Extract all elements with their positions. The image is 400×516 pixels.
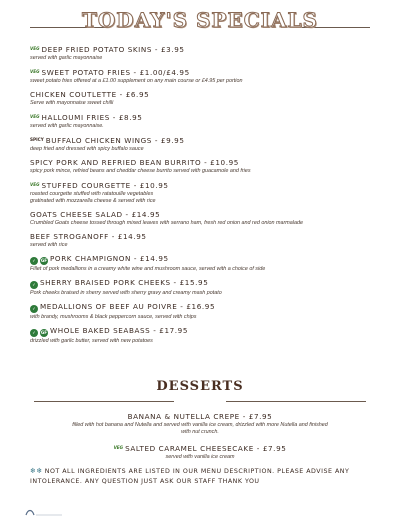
menu-item-name-text: BUFFALO CHICKEN WINGS - £9.95	[45, 136, 185, 145]
menu-item-description: sweet potato fries offered at a £1.00 supplement on any main course or £4.95 per portion	[30, 78, 243, 84]
circle-icon: ✓	[30, 305, 38, 313]
menu-item-name-text: CHICKEN COUTLETTE - £6.95	[30, 90, 150, 99]
vegetarian-badge: VEG	[113, 445, 124, 450]
snowflake-icon: ❄❄	[30, 467, 43, 475]
dessert-description: filled with hot banana and Nutella and served with vanilla ice cream, drizzled with more Nutella and finished with nut crunch.	[72, 422, 328, 435]
circle-icon: ✓	[30, 257, 38, 265]
menu-item-description: Crumbled Goats cheese tossed through mixed leaves with serrano ham, fresh red onion and red onion marmalade	[30, 220, 303, 226]
menu-item-name	[30, 44, 380, 54]
dessert-name-text: SALTED CARAMEL CHEESECAKE - £7.95	[125, 444, 287, 453]
menu-item-description: spicy pork mince, refried beans and cheddar cheese burrito served with guacamole and fries	[30, 168, 251, 174]
menu-item-name	[30, 278, 380, 289]
menu-item-name-text: SHERRY BRAISED PORK CHEEKS - £15.95	[40, 278, 209, 287]
menu-item-name	[30, 232, 380, 241]
menu-item	[30, 302, 380, 321]
menu-item-description: Serve with mayonnaise sweet chilli	[30, 100, 114, 106]
dessert-description: served with vanilla ice cream	[165, 454, 235, 460]
menu-item-description: with brandy, mushrooms & black peppercorn sauce, served with chips	[30, 314, 197, 320]
menu-item-name-text: GOATS CHEESE SALAD - £14.95	[30, 210, 161, 219]
menu-item	[30, 326, 380, 345]
menu-item-name	[30, 180, 380, 190]
menu-item-name-text: HALLOUMI FRIES - £8.95	[41, 113, 143, 122]
menu-item	[30, 90, 380, 107]
vegetarian-badge: VEG	[30, 46, 40, 51]
dessert-name: BANANA & NUTELLA CREPE - £7.95	[127, 412, 273, 421]
menu-item	[30, 135, 380, 153]
allergy-note	[30, 466, 380, 487]
menu-item-name-text: WHOLE BAKED SEABASS - £17.95	[50, 326, 189, 335]
vegetarian-badge: VEG	[30, 114, 40, 119]
menu-item	[30, 210, 380, 227]
dessert-name	[20, 443, 380, 453]
menu-item-description: served with garlic mayonnaise	[30, 55, 103, 61]
menu-item-name	[30, 302, 380, 313]
gluten-free-badge: GF	[40, 330, 48, 335]
menu-item-name-text: DEEP FRIED POTATO SKINS - £3.95	[41, 45, 185, 54]
menu-item-name	[30, 326, 380, 337]
menu-item	[30, 44, 380, 62]
menu-item-name-text: SPICY PORK AND REFRIED BEAN BURRITO - £10.95	[30, 158, 239, 167]
specials-list	[30, 44, 380, 350]
desserts-rule-right	[226, 401, 366, 402]
dessert-item	[20, 412, 380, 436]
menu-item-name	[30, 90, 380, 99]
menu-item-description: served with garlic mayonnaise.	[30, 123, 104, 129]
title-block	[0, 6, 400, 34]
menu-item-name-text: PORK CHAMPIGNON - £14.95	[50, 254, 169, 263]
menu-item-name	[30, 112, 380, 122]
menu-item	[30, 67, 380, 85]
vegetarian-badge: VEG	[30, 182, 40, 187]
dessert-item	[20, 443, 380, 461]
menu-item-description: deep fried and dressed with spicy buffalo sauce	[30, 146, 144, 152]
page-title: TODAY'S SPECIALS	[82, 8, 318, 32]
circle-icon: ✓	[30, 329, 38, 337]
menu-item	[30, 278, 380, 297]
menu-item-description: roasted courgette stuffed with ratatouille vegetables gratinated with mozzarella cheese & served with rice	[30, 191, 156, 204]
menu-item-name	[30, 135, 380, 145]
menu-item	[30, 158, 380, 175]
menu-item-name-text: BEEF STROGANOFF - £14.95	[30, 232, 147, 241]
menu-item-name	[30, 158, 380, 167]
menu-item-description: drizzled with garlic butter, served with new potatoes	[30, 338, 153, 344]
circle-icon: ✓	[30, 281, 38, 289]
menu-item	[30, 112, 380, 130]
menu-item-description: served with rice	[30, 242, 68, 248]
desserts-title: DESSERTS	[156, 379, 244, 394]
menu-item-name	[30, 67, 380, 77]
gluten-free-badge: GF	[40, 258, 48, 263]
menu-item-name	[30, 210, 380, 219]
menu-item-description: Fillet of pork medallions in a creamy white wine and mushroom sauce, served with a choice of side	[30, 266, 266, 272]
allergy-note-text: NOT ALL INGREDIENTS ARE LISTED IN OUR MENU DESCRIPTION. PLEASE ADVISE ANY INTOLERANCE. ANY QUESTION JUST ASK OUR STAFF THANK YOU	[30, 468, 350, 485]
menu-item	[30, 232, 380, 249]
menu-item-name-text: SWEET POTATO FRIES - £1.00/£4.95	[41, 68, 190, 77]
spicy-badge: SPICY	[30, 137, 44, 142]
menu-item-name-text: STUFFED COURGETTE - £10.95	[41, 181, 169, 190]
vegetarian-badge: VEG	[30, 69, 40, 74]
menu-item-description: Pork cheeks braised in sherry served with sherry gravy and creamy mash potato	[30, 290, 222, 296]
menu-item	[30, 180, 380, 205]
menu-item	[30, 254, 380, 273]
desserts-rule-left	[34, 401, 174, 402]
menu-item-name-text: MEDALLIONS OF BEEF AU POIVRE - £16.95	[40, 302, 216, 311]
menu-item-name	[30, 254, 380, 265]
footer-logo-icon	[24, 508, 64, 516]
